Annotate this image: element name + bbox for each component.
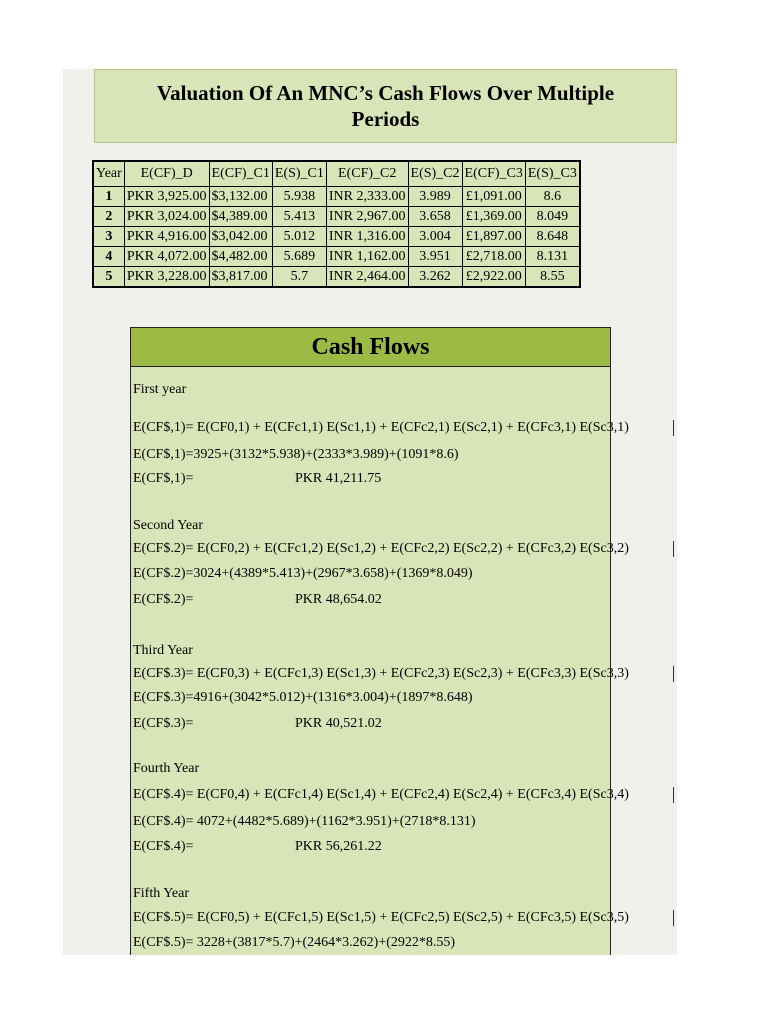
page-title: Valuation Of An MNC’s Cash Flows Over Multiple Periods (156, 81, 615, 131)
result-label: E(CF$.3)= (133, 716, 194, 731)
header-year: Year (93, 161, 124, 187)
formula-fourth-year: E(CF$.4)= E(CF0,4) + E(CFc1,4) E(Sc1,4) + E(CFc2,4) E(Sc2,4) + E(CFc3,4) E(Sc3,4) (133, 787, 629, 802)
cash-flows-panel (130, 327, 629, 955)
cell-es-c1: 5.938 (272, 187, 326, 207)
cell-ecf-d: PKR 4,916.00 (124, 227, 209, 247)
cell-ecf-d: PKR 3,925.00 (124, 187, 209, 207)
cell-es-c1: 5.689 (272, 247, 326, 267)
title-banner (94, 69, 677, 143)
cell-border-tick (673, 910, 674, 926)
cell-es-c2: 3.989 (408, 187, 462, 207)
section-heading-first-year: First year (133, 382, 187, 397)
calc-fourth-year: E(CF$.4)= 4072+(4482*5.689)+(1162*3.951)+(2718*8.131) (133, 814, 476, 829)
section-heading-third-year: Third Year (133, 643, 193, 658)
cell-es-c3: 8.049 (525, 207, 580, 227)
cell-ecf-c1: $4,389.00 (209, 207, 272, 227)
result-label: E(CF$.4)= (133, 839, 194, 854)
result-value: PKR 48,654.02 (295, 592, 382, 607)
cell-es-c1: 5.413 (272, 207, 326, 227)
cell-es-c2: 3.004 (408, 227, 462, 247)
result-row-first-year (133, 471, 603, 487)
cell-ecf-c1: $3,132.00 (209, 187, 272, 207)
cell-es-c3: 8.55 (525, 267, 580, 288)
cell-ecf-c2: INR 2,333.00 (326, 187, 408, 207)
result-label: E(CF$.2)= (133, 592, 194, 607)
table-row (93, 227, 580, 247)
cash-flows-header: Cash Flows (131, 328, 610, 367)
cell-year: 4 (93, 247, 124, 267)
calc-first-year: E(CF$,1)=3925+(3132*5.938)+(2333*3.989)+(1091*8.6) (133, 447, 459, 462)
cell-ecf-c1: $3,042.00 (209, 227, 272, 247)
header-es-c3: E(S)_C3 (525, 161, 580, 187)
table-row (93, 267, 580, 288)
result-value: PKR 56,261.22 (295, 839, 382, 854)
result-row-fourth-year (133, 839, 603, 855)
calc-fifth-year: E(CF$.5)= 3228+(3817*5.7)+(2464*3.262)+(2922*8.55) (133, 935, 456, 950)
cell-es-c3: 8.6 (525, 187, 580, 207)
cell-year: 1 (93, 187, 124, 207)
table-row (93, 187, 580, 207)
header-ecf-c1: E(CF)_C1 (209, 161, 272, 187)
cell-ecf-c1: $3,817.00 (209, 267, 272, 288)
cell-ecf-d: PKR 4,072.00 (124, 247, 209, 267)
cell-ecf-c3: £1,091.00 (462, 187, 525, 207)
calc-second-year: E(CF$.2)=3024+(4389*5.413)+(2967*3.658)+(1369*8.049) (133, 566, 473, 581)
cell-year: 2 (93, 207, 124, 227)
cell-ecf-c2: INR 2,464.00 (326, 267, 408, 288)
cell-ecf-c3: £1,897.00 (462, 227, 525, 247)
header-ecf-c3: E(CF)_C3 (462, 161, 525, 187)
header-es-c1: E(S)_C1 (272, 161, 326, 187)
cell-ecf-c3: £2,718.00 (462, 247, 525, 267)
cell-es-c2: 3.951 (408, 247, 462, 267)
cell-ecf-d: PKR 3,024.00 (124, 207, 209, 227)
cell-es-c3: 8.648 (525, 227, 580, 247)
header-es-c2: E(S)_C2 (408, 161, 462, 187)
header-ecf-d: E(CF)_D (124, 161, 209, 187)
cell-ecf-c3: £2,922.00 (462, 267, 525, 288)
table-header-row (93, 161, 580, 187)
calc-third-year: E(CF$.3)=4916+(3042*5.012)+(1316*3.004)+(1897*8.648) (133, 690, 473, 705)
result-row-third-year (133, 716, 603, 732)
table-row (93, 207, 580, 227)
cell-border-tick (673, 787, 674, 803)
cell-es-c1: 5.7 (272, 267, 326, 288)
cell-es-c2: 3.658 (408, 207, 462, 227)
document-page (63, 69, 677, 955)
result-label: E(CF$,1)= (133, 471, 194, 486)
cell-ecf-c2: INR 1,162.00 (326, 247, 408, 267)
cell-year: 3 (93, 227, 124, 247)
formula-fifth-year: E(CF$.5)= E(CF0,5) + E(CFc1,5) E(Sc1,5) + E(CFc2,5) E(Sc2,5) + E(CFc3,5) E(Sc3,5) (133, 910, 629, 925)
cell-es-c1: 5.012 (272, 227, 326, 247)
cell-ecf-c2: INR 2,967.00 (326, 207, 408, 227)
formula-first-year: E(CF$,1)= E(CF0,1) + E(CFc1,1) E(Sc1,1) + E(CFc2,1) E(Sc2,1) + E(CFc3,1) E(Sc3,1) (133, 420, 629, 435)
cash-flow-data-table (92, 160, 581, 288)
formula-second-year: E(CF$.2)= E(CF0,2) + E(CFc1,2) E(Sc1,2) + E(CFc2,2) E(Sc2,2) + E(CFc3,2) E(Sc3,2) (133, 541, 629, 556)
cell-ecf-d: PKR 3,228.00 (124, 267, 209, 288)
formula-third-year: E(CF$.3)= E(CF0,3) + E(CFc1,3) E(Sc1,3) + E(CFc2,3) E(Sc2,3) + E(CFc3,3) E(Sc3,3) (133, 666, 629, 681)
cell-es-c3: 8.131 (525, 247, 580, 267)
cell-border-tick (673, 666, 674, 682)
cell-year: 5 (93, 267, 124, 288)
cell-border-tick (673, 420, 674, 436)
table-row (93, 247, 580, 267)
section-heading-fourth-year: Fourth Year (133, 761, 200, 776)
section-heading-second-year: Second Year (133, 518, 203, 533)
result-row-second-year (133, 592, 603, 608)
result-value: PKR 41,211.75 (295, 471, 382, 486)
cell-ecf-c1: $4,482.00 (209, 247, 272, 267)
cell-ecf-c3: £1,369.00 (462, 207, 525, 227)
cell-ecf-c2: INR 1,316.00 (326, 227, 408, 247)
header-ecf-c2: E(CF)_C2 (326, 161, 408, 187)
result-value: PKR 40,521.02 (295, 716, 382, 731)
section-heading-fifth-year: Fifth Year (133, 886, 190, 901)
cell-es-c2: 3.262 (408, 267, 462, 288)
cell-border-tick (673, 541, 674, 557)
